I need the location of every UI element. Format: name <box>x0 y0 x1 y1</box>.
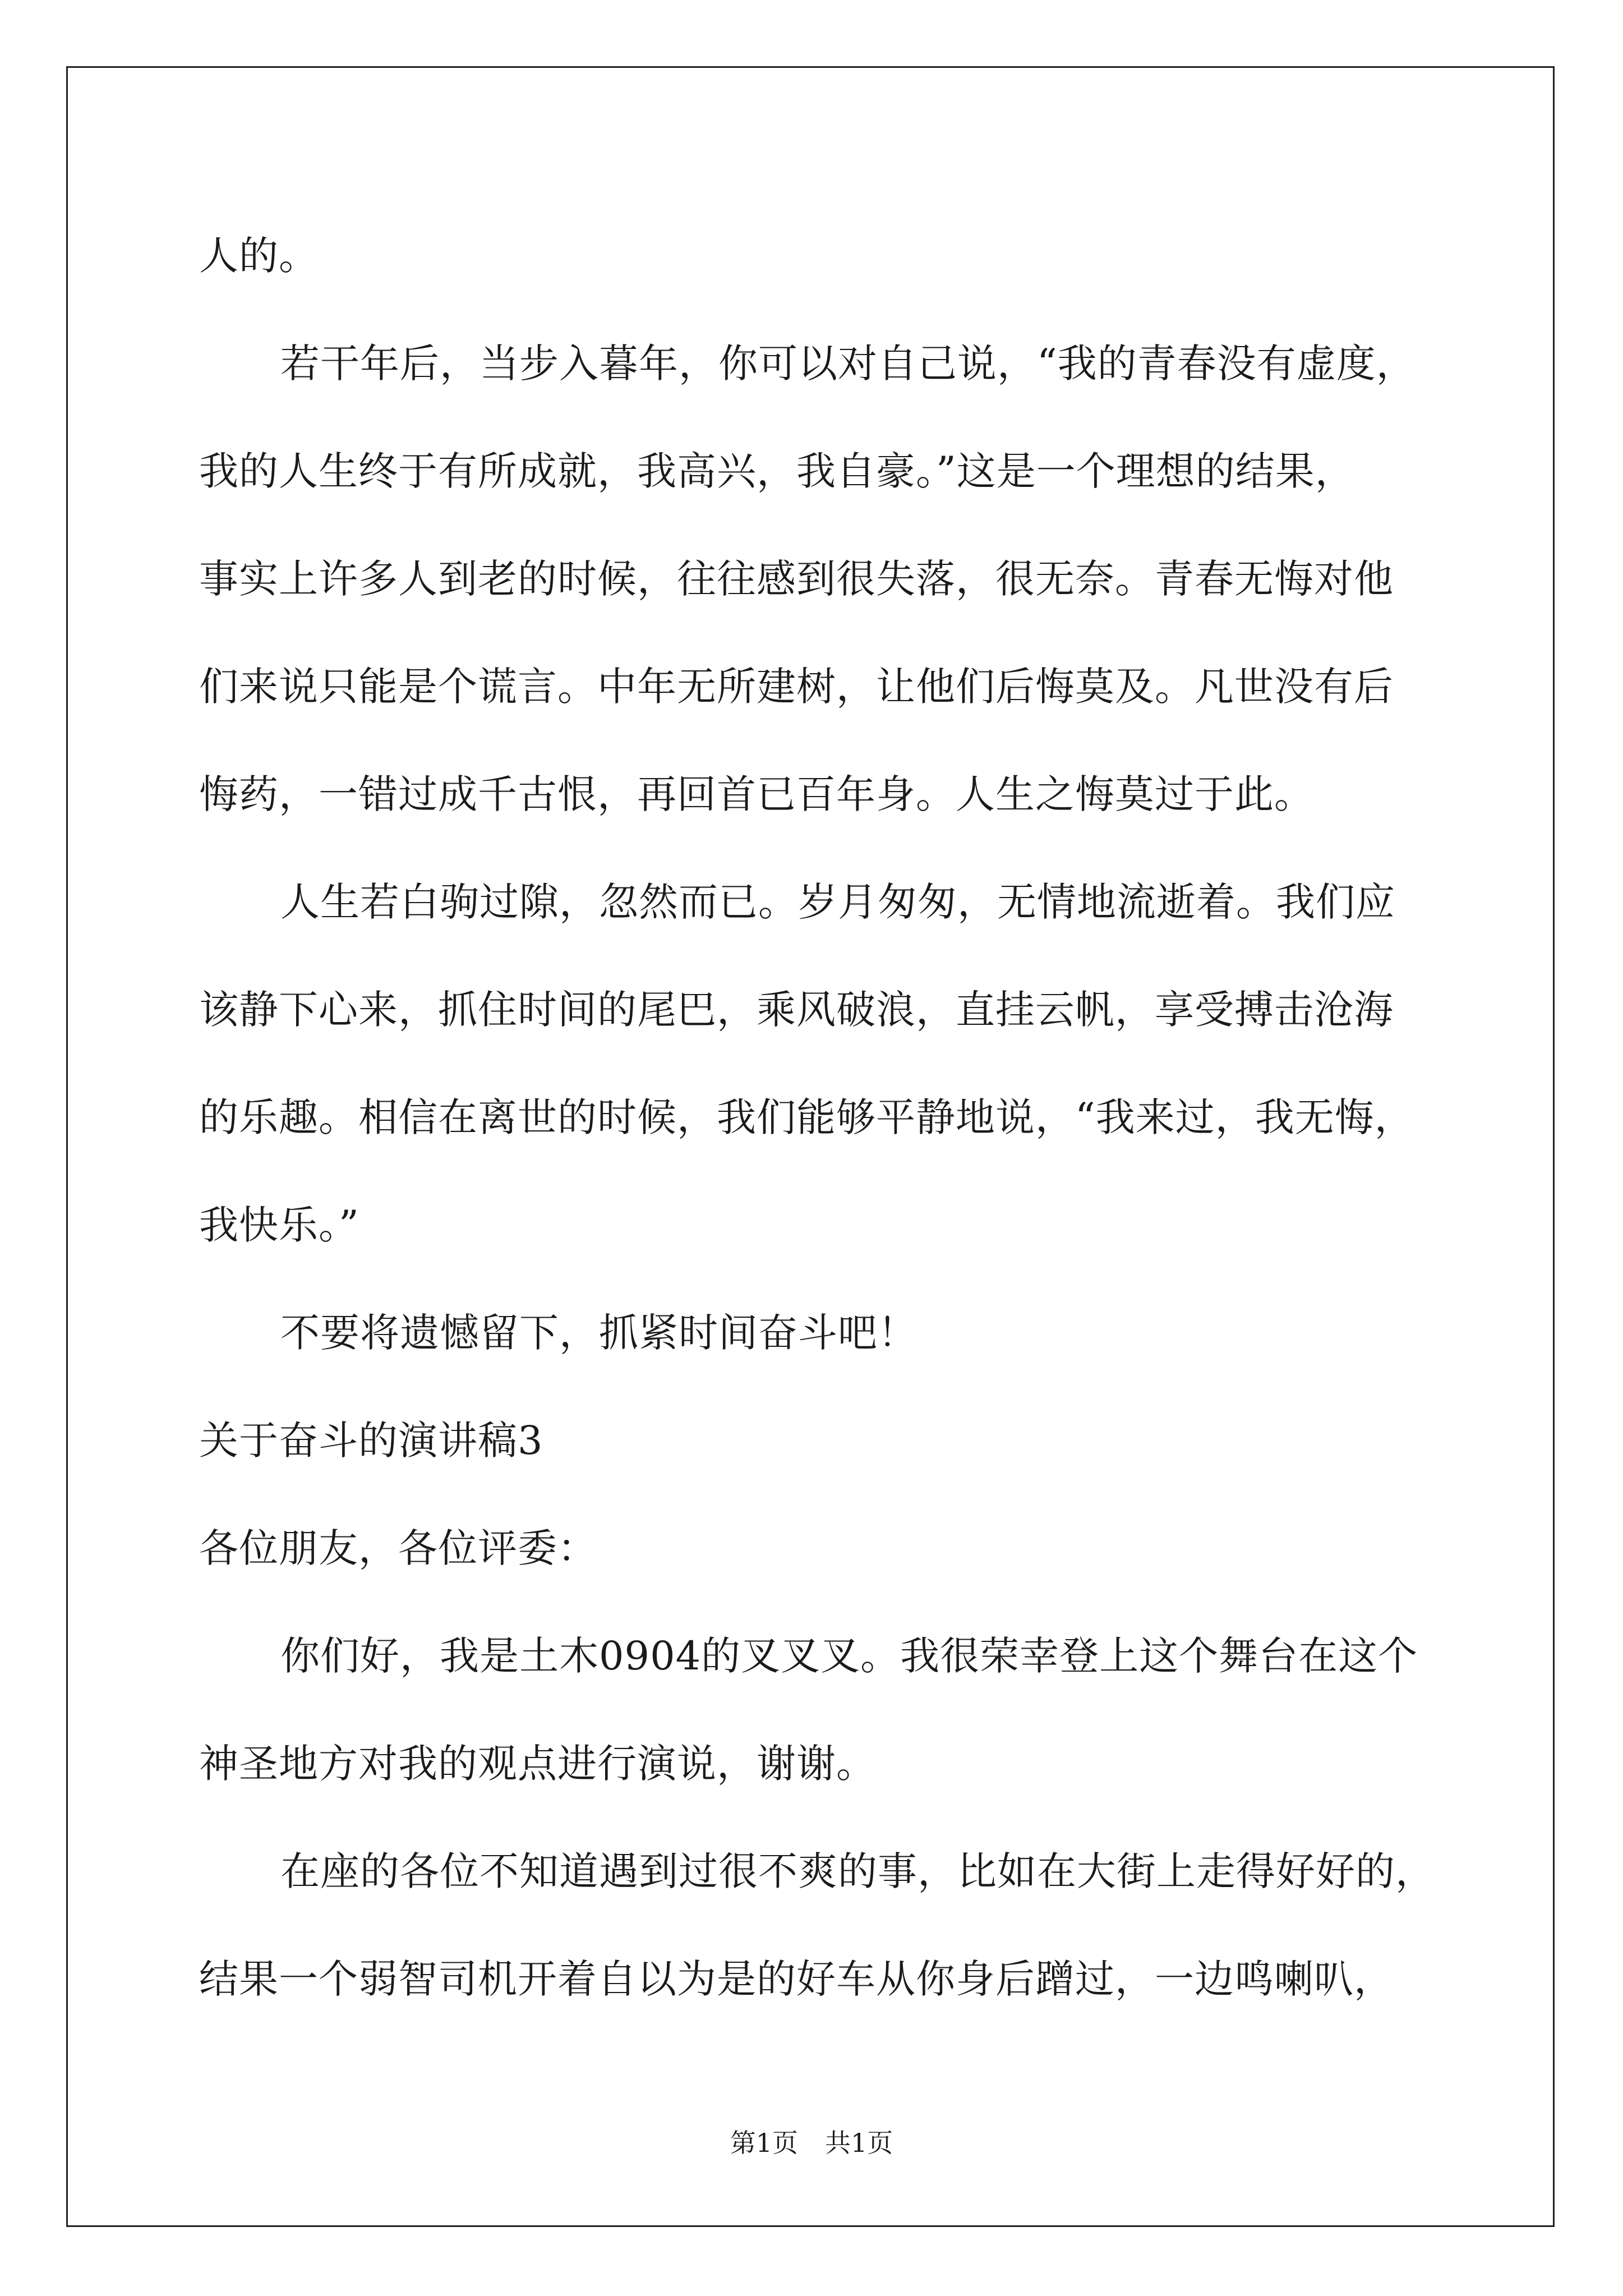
text-line: 悔药，一错过成千古恨，再回首已百年身。人生之悔莫过于此。 <box>199 771 1314 817</box>
text-line: 神圣地方对我的观点进行演说，谢谢。 <box>199 1741 876 1787</box>
text-line: 你们好，我是土木0904的叉叉叉。我很荣幸登上这个舞台在这个 <box>280 1633 1418 1679</box>
text-line: 若干年后，当步入暮年，你可以对自己说，“我的青春没有虚度， <box>280 341 1416 386</box>
salutation: 各位朋友，各位评委： <box>199 1525 597 1571</box>
page-number-total: 共1页 <box>825 2128 893 2158</box>
text-line: 们来说只能是个谎言。中年无所建树，让他们后悔莫及。凡世没有后 <box>199 664 1394 710</box>
text-line: 我快乐。” <box>199 1202 359 1248</box>
text-line: 人的。 <box>199 233 319 279</box>
text-line: 该静下心来，抓住时间的尾巴，乘风破浪，直挂云帆，享受搏击沧海 <box>199 987 1394 1033</box>
text-line: 我的人生终于有所成就，我高兴，我自豪。”这是一个理想的结果， <box>199 448 1355 494</box>
text-line: 在座的各位不知道遇到过很不爽的事，比如在大街上走得好好的， <box>280 1848 1435 1894</box>
text-line: 不要将遗憾留下，抓紧时间奋斗吧！ <box>280 1310 917 1356</box>
text-line: 结果一个弱智司机开着自以为是的好车从你身后蹭过，一边鸣喇叭， <box>199 1956 1394 2002</box>
page-number-current: 第1页 <box>730 2128 798 2158</box>
text-line: 事实上许多人到老的时候，往往感到很失落，很无奈。青春无悔对他 <box>199 556 1394 602</box>
text-line: 的乐趣。相信在离世的时候，我们能够平静地说，“我来过，我无悔， <box>199 1094 1414 1140</box>
section-heading: 关于奋斗的演讲稿3 <box>199 1418 543 1464</box>
text-line: 人生若白驹过隙，忽然而已。岁月匆匆，无情地流逝着。我们应 <box>280 879 1395 925</box>
page-footer <box>0 2126 1623 2160</box>
document-body <box>199 202 1455 2033</box>
